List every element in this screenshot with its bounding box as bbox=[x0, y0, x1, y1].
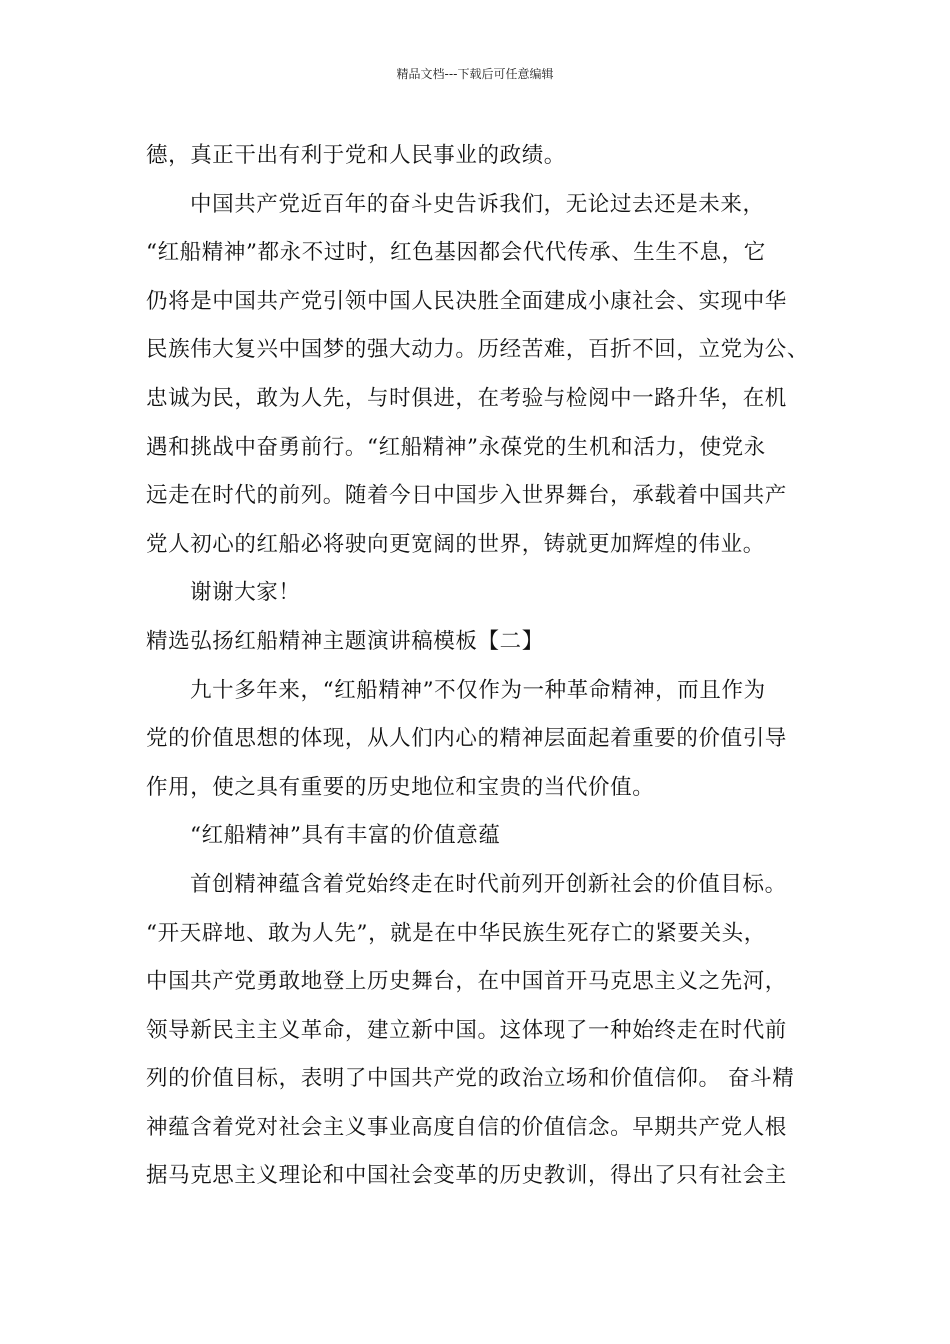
paragraph-line: 德，真正干出有利于党和人民事业的政绩。 bbox=[146, 143, 566, 168]
paragraph-line: 民族伟大复兴中国梦的强大动力。历经苦难，百折不回，立党为公、 bbox=[146, 337, 810, 363]
paragraph-line: 领导新民主主义革命，建立新中国。这体现了一种始终走在时代前 bbox=[146, 1017, 787, 1043]
paragraph-line: 仍将是中国共产党引领中国人民决胜全面建成小康社会、实现中华 bbox=[146, 288, 787, 314]
paragraph-line: 党人初心的红船必将驶向更宽阔的世界，铸就更加辉煌的伟业。 bbox=[146, 531, 765, 557]
closing-line: 谢谢大家！ bbox=[190, 580, 301, 606]
paragraph-line: 列的价值目标，表明了中国共产党的政治立场和价值信仰。 奋斗精 bbox=[146, 1066, 795, 1092]
paragraph-line: 九十多年来，“红船精神”不仅作为一种革命精神，而且作为 bbox=[190, 677, 766, 703]
paragraph-line: “红船精神”都永不过时，红色基因都会代代传承、生生不息，它 bbox=[146, 240, 766, 266]
paragraph-line: 遇和挑战中奋勇前行。“红船精神”永葆党的生机和活力，使党永 bbox=[146, 434, 766, 460]
paragraph-line: “开天辟地、敢为人先”，就是在中华民族生死存亡的紧要关头， bbox=[146, 920, 766, 946]
paragraph-line: 忠诚为民，敢为人先，与时俱进，在考验与检阅中一路升华，在机 bbox=[146, 385, 787, 411]
document-body bbox=[146, 132, 826, 1201]
subheading: “红船精神”具有丰富的价值意蕴 bbox=[190, 823, 501, 849]
paragraph-line: 中国共产党勇敢地登上历史舞台，在中国首开马克思主义之先河， bbox=[146, 969, 787, 995]
paragraph-line: 党的价值思想的体现，从人们内心的精神层面起着重要的价值引导 bbox=[146, 726, 787, 752]
paragraph-line: 中国共产党近百年的奋斗史告诉我们，无论过去还是未来， bbox=[190, 191, 765, 217]
paragraph-line: 作用，使之具有重要的历史地位和宝贵的当代价值。 bbox=[146, 774, 655, 800]
paragraph-line: 神蕴含着党对社会主义事业高度自信的价值信念。早期共产党人根 bbox=[146, 1114, 787, 1140]
paragraph-line: 据马克思主义理论和中国社会变革的历史教训，得出了只有社会主 bbox=[146, 1163, 787, 1189]
section-title: 精选弘扬红船精神主题演讲稿模板【二】 bbox=[146, 628, 544, 654]
page-header: 精品文档---下载后可任意编辑 bbox=[396, 67, 554, 81]
paragraph-line: 远走在时代的前列。随着今日中国步入世界舞台，承载着中国共产 bbox=[146, 483, 787, 509]
paragraph-line: 首创精神蕴含着党始终走在时代前列开创新社会的价值目标。 bbox=[190, 871, 787, 897]
